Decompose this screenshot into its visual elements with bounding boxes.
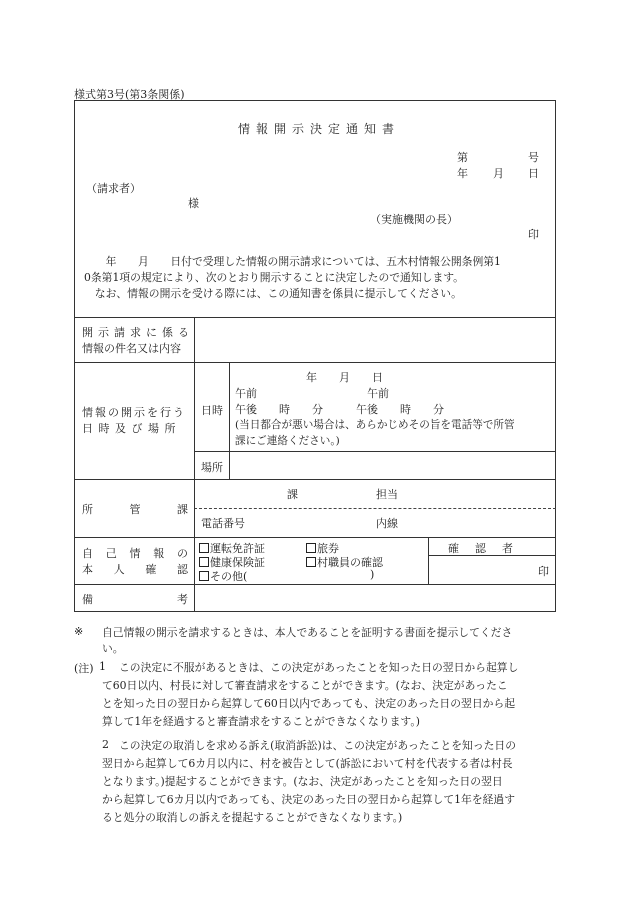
document-title: 情報開示決定通知書 bbox=[238, 122, 401, 136]
note-1-line-2: て60日以内、村長に対して審査請求をすることができます。(なお、決定があったこ bbox=[102, 679, 508, 692]
row-divider bbox=[74, 584, 556, 585]
datetime-label-2: 日時及び場所 bbox=[82, 422, 181, 435]
row-divider bbox=[74, 362, 556, 363]
note-2-line-2: 翌日から起算して6カ月以内に、村を被告として(訴訟において村を代表する者は村長 bbox=[102, 757, 513, 770]
form-number: 様式第3号(第3条関係) bbox=[74, 88, 185, 101]
note-1-number: 1 bbox=[99, 660, 106, 673]
datetime-ymd: 年 月 日 bbox=[306, 371, 383, 384]
dept-tel-label: 電話番号 bbox=[201, 517, 245, 530]
note-star-line-2: い。 bbox=[102, 642, 124, 655]
datetime-note-1: (当日都合が悪い場合は、あらかじめその旨を電話等で所管 bbox=[235, 419, 515, 431]
gozen-end: 午前 bbox=[367, 387, 389, 400]
datetime-note-2: 課にご連絡ください。) bbox=[235, 435, 340, 447]
confirmer-label: 確認者 bbox=[448, 542, 529, 555]
gozen-start: 午前 bbox=[235, 387, 257, 400]
note-2-line-5: ると処分の取消しの訴えを提起することができなくなります。) bbox=[102, 811, 403, 824]
doc-number-dai: 第 bbox=[457, 151, 468, 164]
checkbox-icon[interactable] bbox=[199, 543, 209, 553]
row-divider bbox=[194, 451, 556, 452]
note-1-line-1: この決定に不服があるときは、この決定があったことを知った日の翌日から起算し bbox=[119, 661, 519, 674]
column-divider bbox=[428, 537, 429, 584]
option-other-close: ) bbox=[370, 568, 375, 581]
checkbox-icon[interactable] bbox=[306, 543, 316, 553]
body-line-3: なお、情報の開示を受ける際には、この通知書を係員に提示してください。 bbox=[84, 287, 462, 300]
note-2-line-3: となります。)提起することができます。(なお、決定があったことを知った日の翌日 bbox=[102, 775, 503, 788]
dashed-divider bbox=[194, 508, 556, 509]
subject-label-2: 情報の件名又は内容 bbox=[82, 342, 181, 355]
identity-label-1: 自 己 情 報 の bbox=[82, 547, 188, 560]
note-star-line-1: 自己情報の開示を請求するときは、本人であることを証明する書面を提示してくださ bbox=[102, 626, 513, 639]
option-staff-confirmation[interactable]: 村職員の確認 bbox=[306, 554, 383, 570]
requester-sama: 様 bbox=[188, 197, 199, 210]
note-star-mark: ※ bbox=[74, 625, 84, 638]
agency-label: （実施機関の長） bbox=[370, 213, 458, 226]
dept-label: 所 管 課 bbox=[82, 503, 188, 516]
body-line-1: 年 月 日付で受理した情報の開示請求については、五木村情報公開条例第1 bbox=[84, 255, 501, 268]
nichiji-label: 日時 bbox=[201, 404, 223, 417]
requester-label: （請求者） bbox=[86, 182, 141, 195]
remarks-label: 備 考 bbox=[82, 593, 188, 606]
date-month: 月 bbox=[493, 167, 504, 180]
checkbox-icon[interactable] bbox=[306, 557, 316, 567]
option-health-insurance[interactable]: 健康保険証 bbox=[199, 554, 265, 570]
date-year: 年 bbox=[457, 167, 468, 180]
basho-label: 場所 bbox=[201, 461, 223, 474]
option-other[interactable]: その他( bbox=[199, 568, 247, 584]
doc-number-go: 号 bbox=[528, 151, 539, 164]
confirmer-seal: 印 bbox=[538, 565, 549, 578]
note-2-line-1: この決定の取消しを求める訴え(取消訴訟)は、この決定があったことを知った日の bbox=[119, 739, 517, 752]
note-chu-label: (注) bbox=[74, 662, 94, 675]
dept-tanto: 担当 bbox=[376, 488, 398, 501]
note-1-line-4: 算して1年を経過すると審査請求をすることができなくなります。) bbox=[102, 715, 420, 728]
dept-naisen-label: 内線 bbox=[376, 517, 398, 530]
column-divider bbox=[194, 317, 195, 612]
note-2-number: 2 bbox=[102, 738, 109, 751]
option-drivers-license[interactable]: 運転免許証 bbox=[199, 540, 265, 556]
identity-label-2: 本 人 確 認 bbox=[82, 563, 188, 576]
column-divider bbox=[229, 362, 230, 479]
note-1-line-3: とを知った日の翌日から起算して60日以内であっても、決定のあった日の翌日から起 bbox=[102, 697, 516, 710]
row-divider bbox=[74, 317, 556, 318]
datetime-label-1: 情報の開示を行う bbox=[82, 406, 186, 419]
body-line-2: 0条第1項の規定により、次のとおり開示することに決定したので通知します。 bbox=[84, 271, 464, 284]
dept-ka: 課 bbox=[287, 488, 298, 501]
checkbox-icon[interactable] bbox=[199, 557, 209, 567]
note-2-line-4: から起算して6カ月以内であっても、決定のあった日の翌日から起算して1年を経過す bbox=[102, 793, 516, 806]
gogo-line: 午後 時 分 午後 時 分 bbox=[235, 403, 444, 416]
row-divider bbox=[74, 479, 556, 480]
checkbox-icon[interactable] bbox=[199, 571, 209, 581]
date-day: 日 bbox=[528, 167, 539, 180]
subject-label-1: 開示請求に係る bbox=[82, 326, 194, 339]
option-passport[interactable]: 旅券 bbox=[306, 540, 339, 556]
row-divider bbox=[74, 537, 556, 538]
form-frame bbox=[74, 100, 556, 612]
agency-seal: 印 bbox=[528, 228, 539, 241]
